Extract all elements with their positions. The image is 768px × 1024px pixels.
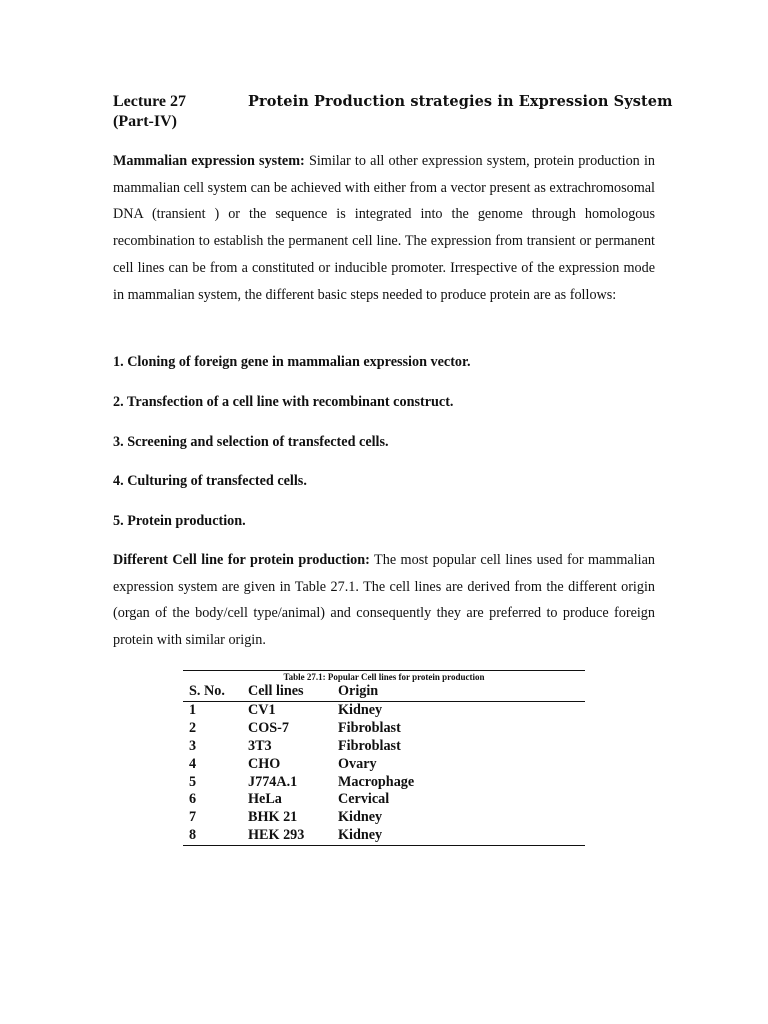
table-cell: Cervical [338, 791, 390, 808]
table-caption: Table 27.1: Popular Cell lines for protein production [183, 670, 585, 683]
table-cell: 1 [189, 701, 197, 718]
table-cell: 8 [183, 827, 248, 845]
table-cell: 5 [189, 773, 197, 790]
table-cell: Kidney [338, 701, 383, 718]
paragraph-lead: Different Cell line for protein production: [113, 552, 370, 568]
table-cell: Fibroblast [338, 719, 401, 736]
table-cell: CV1 [248, 701, 276, 718]
table-row [183, 701, 585, 719]
paragraph-mammalian-expression [113, 148, 655, 308]
table-cell: 4 [189, 755, 197, 772]
lecture-title: Protein Production strategies in Expression System [248, 93, 673, 110]
step-item: 4. Culturing of transfected cells. [113, 473, 307, 489]
table-cell: HEK 293 [248, 827, 338, 845]
step-item: 5. Protein production. [113, 513, 246, 529]
paragraph-body: The most popular cell lines used for mammalian expression system are given in Table 27.1. The cell lines are derived from the different origin (organ of the body/cell type/animal) and consequently they are preferred to produce foreign protein with similar origin. [113, 552, 655, 649]
table-cell: Kidney [338, 809, 383, 826]
step-item: 2. Transfection of a cell line with recombinant construct. [113, 394, 454, 410]
table-cell: Fibroblast [338, 737, 401, 754]
cell-lines-table [183, 670, 585, 846]
table-cell: Kidney [338, 827, 585, 845]
table-cell: Macrophage [338, 773, 415, 790]
table-row [183, 809, 585, 827]
table-row [183, 756, 585, 774]
table-cell: HeLa [248, 791, 282, 808]
table-cell: 3 [189, 737, 197, 754]
table-row [183, 827, 585, 845]
table-row [183, 791, 585, 809]
table [183, 683, 585, 846]
lecture-number: Lecture 27 [113, 93, 187, 110]
table-header-row [183, 683, 585, 701]
table-cell: BHK 21 [248, 809, 298, 826]
table-cell: Ovary [338, 755, 377, 772]
table-row [183, 774, 585, 792]
table-cell: 3T3 [248, 737, 272, 754]
column-header: Origin [338, 683, 585, 701]
table-cell: CHO [248, 755, 281, 772]
paragraph-lead: Mammalian expression system: [113, 153, 305, 169]
table-cell: J774A.1 [248, 773, 298, 790]
step-item: 1. Cloning of foreign gene in mammalian expression vector. [113, 354, 471, 370]
table-row [183, 720, 585, 738]
column-header: S. No. [183, 683, 248, 701]
table-cell: 7 [189, 809, 197, 826]
table-row [183, 738, 585, 756]
step-item: 3. Screening and selection of transfected cells. [113, 434, 389, 450]
table-cell: 6 [189, 791, 197, 808]
column-header: Cell lines [248, 683, 338, 701]
paragraph-cell-lines [113, 547, 655, 654]
paragraph-body: Similar to all other expression system, protein production in mammalian cell system can be achieved with either from a vector present as extrachromosomal DNA (transient ) or the sequence is integrated into the genome through homologous recombination to establish the permanent cell line. The expression from transient or permanent cell lines can be from a constituted or inducible promoter. Irrespective of the expression mode in mammalian system, the different basic steps needed to produce protein are as follows: [113, 153, 655, 303]
table-cell: COS-7 [248, 719, 289, 736]
table-cell: 2 [189, 719, 197, 736]
lecture-part: (Part-IV) [113, 113, 177, 130]
